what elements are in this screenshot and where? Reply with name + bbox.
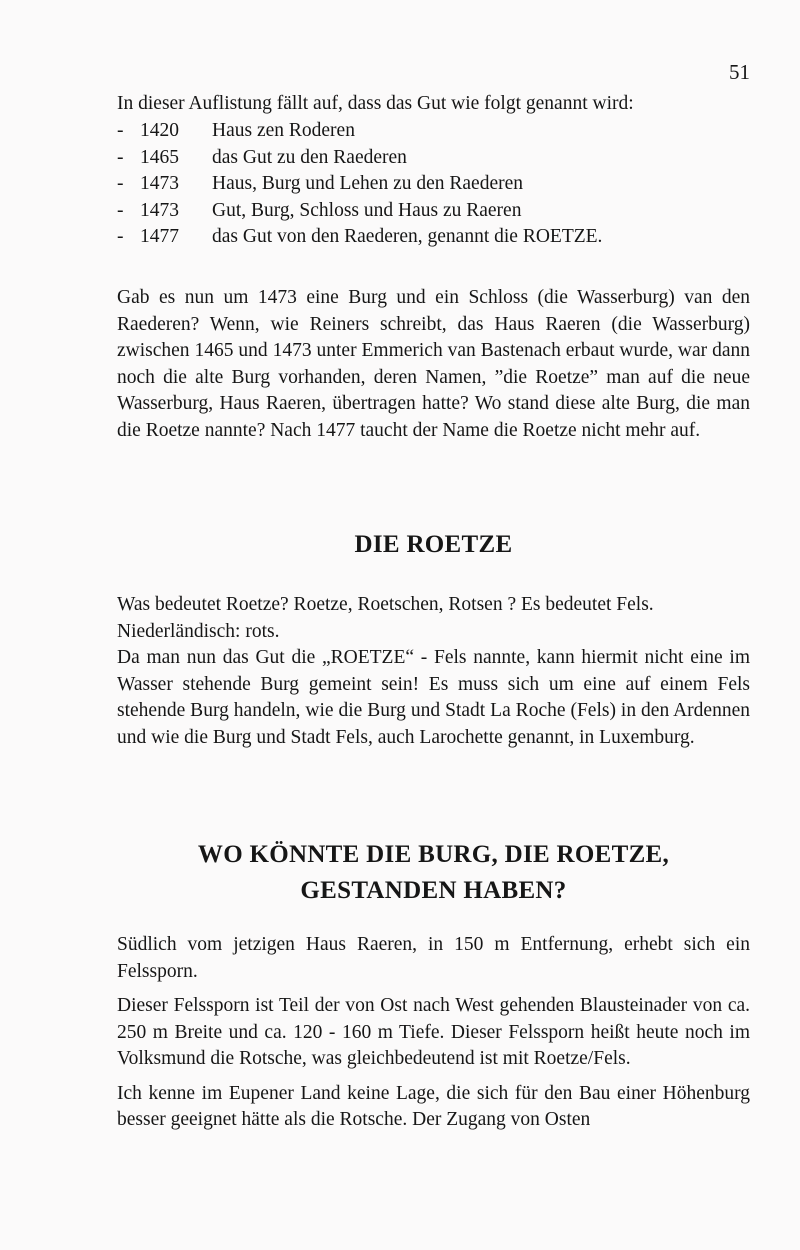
section-heading-roetze: DIE ROETZE <box>354 531 513 558</box>
list-item <box>117 198 750 225</box>
list-item <box>117 171 750 198</box>
section-heading-location <box>117 837 750 909</box>
list-dash: - <box>117 173 124 194</box>
paragraph: Dieser Felssporn ist Teil der von Ost nach West gehenden Blausteinader von ca. 250 m Breite und ca. 120 - 160 m Tiefe. Dieser Felssporn heißt heute noch im Volksmund die Rotsche, was gleichbedeutend ist mit Roetze/Fels. <box>117 995 750 1069</box>
list-year: 1473 <box>140 173 179 194</box>
list-year: 1477 <box>140 226 179 247</box>
list-year: 1465 <box>140 146 179 168</box>
list-text: das Gut von den Raederen, genannt die ROETZE. <box>212 226 603 247</box>
list-dash: - <box>117 199 124 221</box>
year-list <box>117 118 750 251</box>
intro-line: In dieser Auflistung fällt auf, dass das Gut wie folgt genannt wird: <box>117 93 634 114</box>
list-year: 1473 <box>140 199 179 221</box>
list-text: Haus, Burg und Lehen zu den Raederen <box>212 173 524 194</box>
list-text: Gut, Burg, Schloss und Haus zu Raeren <box>212 199 522 221</box>
paragraph: Südlich vom jetzigen Haus Raeren, in 150 m Entfernung, erhebt sich ein Felssporn. <box>117 934 750 982</box>
paragraph-line: Niederländisch: rots. <box>117 620 280 642</box>
list-text: Haus zen Roderen <box>212 120 355 141</box>
list-item <box>117 145 750 172</box>
paragraph: Da man nun das Gut die „ROETZE“ - Fels nannte, kann hiermit nicht eine im Wasser stehende Burg gemeint sein! Es muss sich um eine auf einem Fels stehende Burg handeln, wie die Burg und Stadt La Roche (Fels) in den Ardennen und wie die Burg und Stadt Fels, auch Larochette genannt, in Luxemburg. <box>117 647 750 748</box>
section-roetze-body <box>117 592 750 751</box>
heading-line: WO KÖNNTE DIE BURG, DIE ROETZE, <box>197 841 670 868</box>
list-dash: - <box>117 146 124 168</box>
list-item <box>117 118 750 145</box>
paragraph-question: Gab es nun um 1473 eine Burg und ein Schloss (die Wasserburg) van den Raederen? Wenn, wie Reiners schreibt, das Haus Raeren (die Wasserburg) zwischen 1465 und 1473 unter Emmerich van Bastenach erbaut wurde, war dann noch die alte Burg vorhanden, deren Namen, ”die Roetze” man auf die neue Wasserburg, Haus Raeren, übertragen hatte? Wo stand diese alte Burg, die man die Roetze nannte? Nach 1477 taucht der Name die Roetze nicht mehr auf. <box>117 287 750 441</box>
list-dash: - <box>117 120 124 141</box>
page-number: 51 <box>729 60 750 84</box>
heading-line: GESTANDEN HABEN? <box>300 877 567 904</box>
list-item <box>117 224 750 251</box>
list-year: 1420 <box>140 120 179 141</box>
paragraph: Ich kenne im Eupener Land keine Lage, die sich für den Bau einer Höhenburg besser geeignet hätte als die Rotsche. Der Zugang von Osten <box>117 1082 750 1130</box>
list-text: das Gut zu den Raederen <box>212 146 407 168</box>
section-location-body <box>117 932 750 1134</box>
paragraph-line: Was bedeutet Roetze? Roetze, Roetschen, Rotsen ? Es bedeutet Fels. <box>117 594 654 615</box>
list-dash: - <box>117 226 124 247</box>
